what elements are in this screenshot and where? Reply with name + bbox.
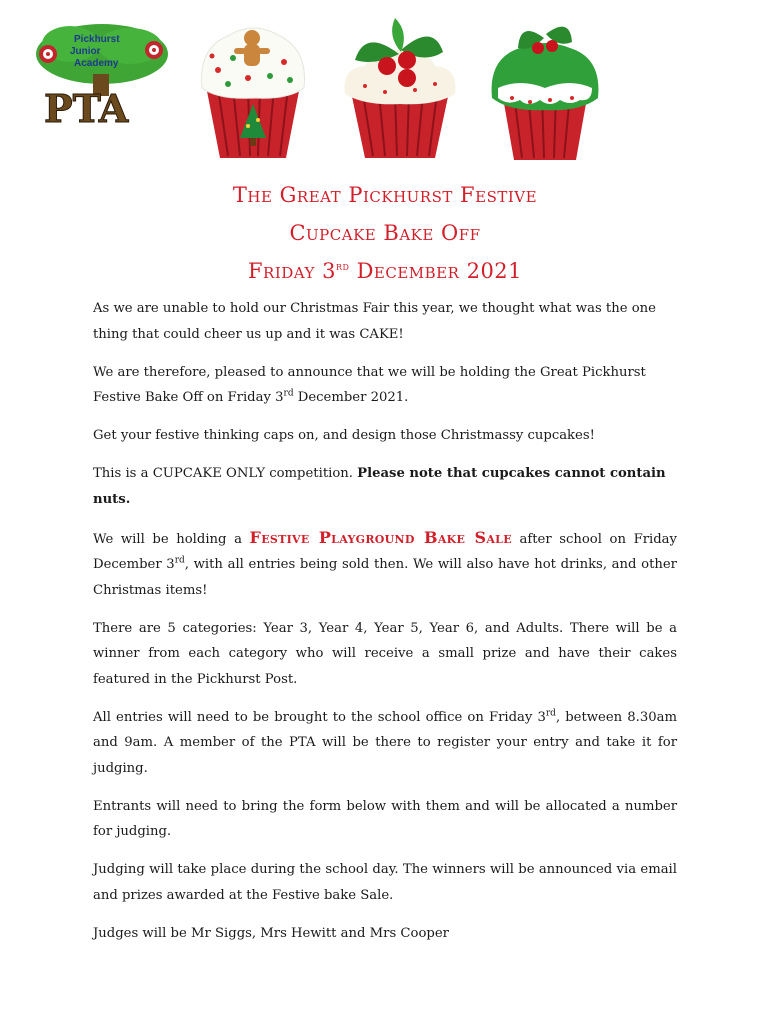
bake-sale-mid: after school on Friday December 3 [93,531,677,572]
pudding-cupcake-image [480,8,610,163]
rose-icon [39,45,57,63]
paragraph-announcement [93,360,677,411]
paragraph-bake-sale [93,525,677,604]
drop-off-rest: , between 8.30am and 9am. A member of the PTA will be there to register your entry and take it for judging. [93,709,677,776]
holly-cupcake-image [335,8,465,163]
paragraph-entry-form: Entrants will need to bring the form below with them and will be allocated a number for judging. [93,798,677,839]
rules-text: This is a CUPCAKE ONLY competition. [93,466,358,481]
paragraph-categories: There are 5 categories: Year 3, Year 4, Year 5, Year 6, and Adults. There will be a winner from each category who will receive a small prize and have their cakes featured in the Pickhurst Post. [93,620,677,687]
nut-warning: Please note that cupcakes cannot contain nuts. [93,466,666,507]
paragraph-rules [93,461,677,512]
event-title [0,176,770,290]
header-artwork [0,0,770,170]
svg-text:PTA: PTA [44,86,129,131]
paragraph-judges: Judges will be Mr Siggs, Mrs Hewitt and Mrs Cooper [93,925,449,941]
title-line-1: The Great Pickhurst Festive [232,183,538,207]
title-date-suffix: rd [335,259,350,273]
pta-logo [30,22,170,132]
bake-sale-highlight: Festive Playground Bake Sale [249,527,512,547]
svg-text:Junior: Junior [70,46,101,57]
svg-text:Pickhurst: Pickhurst [74,34,120,45]
drop-off-text: All entries will need to be brought to the school office on Friday 3 [93,709,546,725]
title-date-rest: December 2021 [349,259,523,283]
title-date-prefix: Friday 3 [247,259,336,283]
rose-icon [145,41,163,59]
paragraph-intro: As we are unable to hold our Christmas Fair this year, we thought what was the one thing that could cheer us up and it was CAKE! [93,301,656,342]
body-text [93,296,677,959]
paragraph-judging: Judging will take place during the school day. The winners will be announced via email and prizes awarded at the Festive bake Sale. [93,862,677,903]
svg-text:Academy: Academy [74,58,119,69]
bake-sale-intro: We will be holding a [93,531,250,547]
paragraph-drop-off [93,705,677,782]
ordinal-suffix: rd [283,388,294,399]
ordinal-suffix: rd [174,555,185,566]
ordinal-suffix: rd [545,708,556,719]
announcement-text: We are therefore, pleased to announce that we will be holding the Great Pickhurst Festive Bake Off on Friday 3 [93,364,646,405]
gingerbread-cupcake-image [188,8,318,163]
paragraph-thinking-caps: Get your festive thinking caps on, and design those Christmassy cupcakes! [93,428,595,443]
announcement-date: December 2021. [293,390,409,405]
bake-sale-rest: , with all entries being sold then. We will also have hot drinks, and other Christmas items! [93,557,677,598]
title-line-3 [0,252,770,290]
title-line-2: Cupcake Bake Off [289,221,481,245]
